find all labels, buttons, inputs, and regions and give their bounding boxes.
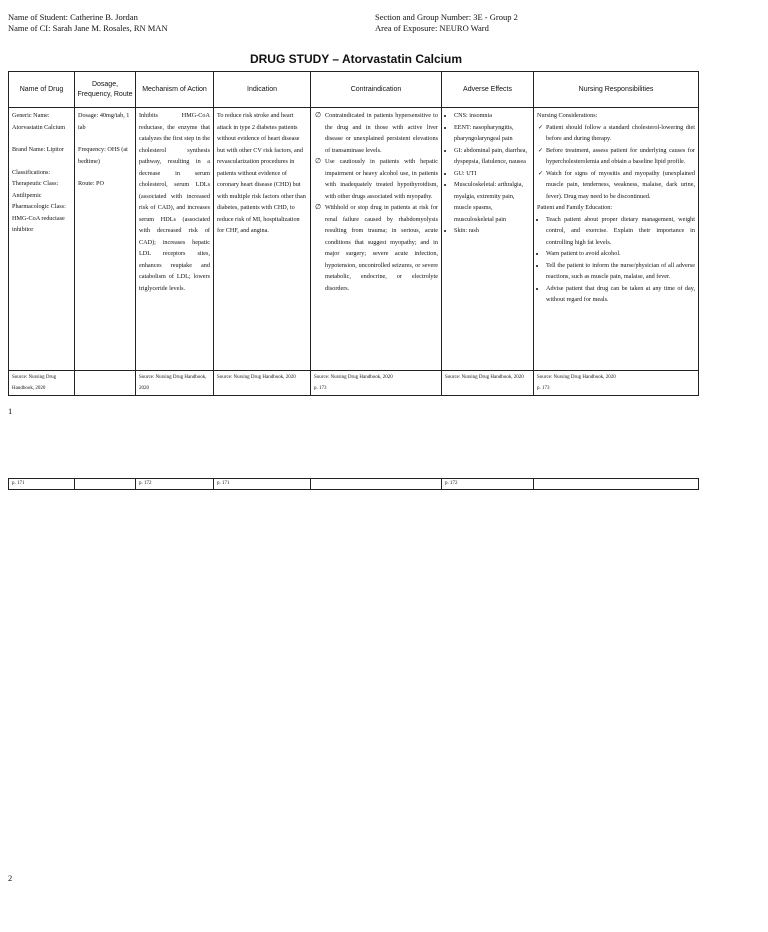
column-header-mechanism: Mechanism of Action [136, 72, 214, 108]
education-item: • Advise patient that drug can be taken at any time of day, without regard for meals. [546, 283, 695, 306]
document-title: DRUG STUDY – Atorvastatin Calcium [249, 52, 463, 66]
education-item: • Teach patient about proper dietary management, weight control, and exercise. Explain their importance in controlling high fat levels. [546, 214, 695, 249]
source-cell: Source: Nursing Drug Handbook, 2020 p. 173 [534, 371, 699, 396]
section-group: Section and Group Number: 3E - Group 2 [375, 12, 518, 22]
dosage-text: Dosage: 40mg/tab, 1 tab [78, 112, 130, 131]
table-body-row [9, 108, 699, 371]
source-cell: Source: Nursing Drug Handbook, 2020 p. 173 [311, 371, 442, 396]
drug-study-table [8, 71, 699, 396]
dosage-cell [75, 108, 136, 371]
page-ref-cell: p. 172 [136, 479, 214, 490]
name-of-drug-cell [9, 108, 75, 371]
frequency-text: Frequency: OHS (at bedtime) [78, 146, 128, 165]
page-ref-cell: p. 172 [442, 479, 534, 490]
nursing-responsibilities-cell [534, 108, 699, 371]
source-cell [75, 371, 136, 396]
therapeutic-class: Therapeutic Class: Antilipemic [12, 180, 59, 199]
page-ref-cell [75, 479, 136, 490]
classifications-label: Classifications: [12, 168, 51, 176]
page-number: 2 [8, 873, 13, 883]
source-cell: Source: Nursing Drug Handbook, 2020 [9, 371, 75, 396]
continuation-row [9, 479, 699, 490]
source-row [9, 371, 699, 396]
mechanism-cell: Inhibits HMG-CoA reductase, the enzyme that catalyzes the first step in the cholesterol synthesis pathway, resulting in a decrease in serum cholesterol, serum LDLs (associated with increased risk of CAD), and increases serum HDLs (associated with decreased risk of CAD); increases hepatic LDL receptors sites, enhances reuptake and catabolism of LDL; lowers triglyceride levels. [136, 108, 214, 371]
nursing-consideration-item: ✓ Before treatment, assess patient for underlying causes for hypercholesterolemia and obtain a baseline lipid profile. [546, 145, 695, 168]
indication-cell: To reduce risk stroke and heart attack in type 2 diabetes patients without evidence of heart disease but with other CV risk factors, and revascularization procedures in patients without evidence of coronary heart disease (CHD) but with multiple risk factors other than diabetes, patients with CHD, to reduce risk of MI, hospitalization for CHF, and angina. [214, 108, 311, 371]
adverse-effect-item: • CNS: insomnia [454, 110, 530, 122]
page-ref-cell: p. 171 [9, 479, 75, 490]
adverse-effect-item: • GI: abdominal pain, diarrhea, dyspepsia, flatulence, nausea [454, 145, 530, 168]
adverse-effect-item: • GU: UTI [454, 168, 530, 180]
brand-name: Brand Name: Lipitor [12, 146, 64, 153]
nursing-consideration-item: ✓ Watch for signs of myositis and myopathy (unexplained muscle pain, tenderness, weakness, malaise, dark urine, fever). Drug may need to be discontinued. [546, 168, 695, 203]
column-header-contraindication: Contraindication [311, 72, 442, 108]
adverse-effect-item: • EENT: nasopharyngitis, pharyngolaryngeal pain [454, 122, 530, 145]
column-header-name: Name of Drug [9, 72, 75, 108]
nursing-considerations-heading: Nursing Considerations: [537, 112, 598, 119]
column-header-indication: Indication [214, 72, 311, 108]
source-cell: Source: Nursing Drug Handbook, 2020 [136, 371, 214, 396]
generic-name: Generic Name: Atorvastatin Calcium [12, 112, 66, 131]
education-item: • Tell the patient to inform the nurse/physician of all adverse reactions, such as muscle pain, malaise, and fever. [546, 260, 695, 283]
contraindication-item: ∅ Contraindicated in patients hypersensitive to the drug and in those with active liver disease or unexplained persistent elevations of transaminase levels. [325, 110, 438, 156]
contraindication-item: ∅ Use cautiously in patients with hepatic impairment or heavy alcohol use, in patients with inadequately treated hypothyroidism, with other drugs associated with myopathy. [325, 156, 438, 202]
table-header-row [9, 72, 699, 108]
page-ref-cell [311, 479, 442, 490]
area-of-exposure: Area of Exposure: NEURO Ward [375, 23, 489, 33]
column-header-dosage: Dosage, Frequency, Route [75, 72, 136, 108]
page-number: 1 [8, 406, 13, 416]
pharmacologic-class: Pharmacologic Class: HMG-CoA reductase inhibitor [12, 203, 66, 233]
student-name: Name of Student: Catherine B. Jordan [8, 12, 138, 22]
page-ref-cell: p. 171 [214, 479, 311, 490]
continuation-table [8, 478, 699, 490]
adverse-effects-cell [442, 108, 534, 371]
adverse-effect-item: • Skin: rash [454, 225, 530, 237]
contraindication-cell [311, 108, 442, 371]
adverse-effect-item: • Musculoskeletal: arthralgia, myalgia, extremity pain, muscle spasms, musculoskeletal pain [454, 179, 530, 225]
column-header-adverse-effects: Adverse Effects [442, 72, 534, 108]
clinical-instructor: Name of CI: Sarah Jane M. Rosales, RN MAN [8, 23, 168, 33]
education-item: • Warn patient to avoid alcohol. [546, 248, 695, 260]
page-ref-cell [534, 479, 699, 490]
nursing-consideration-item: ✓ Patient should follow a standard cholesterol-lowering diet before and during therapy. [546, 122, 695, 145]
source-cell: Source: Nursing Drug Handbook, 2020 [442, 371, 534, 396]
contraindication-item: ∅ Withhold or stop drug in patients at risk for renal failure caused by rhabdomyolysis resulting from trauma; in serious, acute conditions that suggest myopathy; and in major surgery; severe acute infection, hypotension, uncontrolled seizures, or severe metabolic, endocrine, or electrolyte disorders. [325, 202, 438, 294]
column-header-nursing: Nursing Responsibilities [534, 72, 699, 108]
source-cell: Source: Nursing Drug Handbook, 2020 [214, 371, 311, 396]
patient-education-heading: Patient and Family Education: [537, 204, 613, 211]
route-text: Route: PO [78, 180, 104, 187]
